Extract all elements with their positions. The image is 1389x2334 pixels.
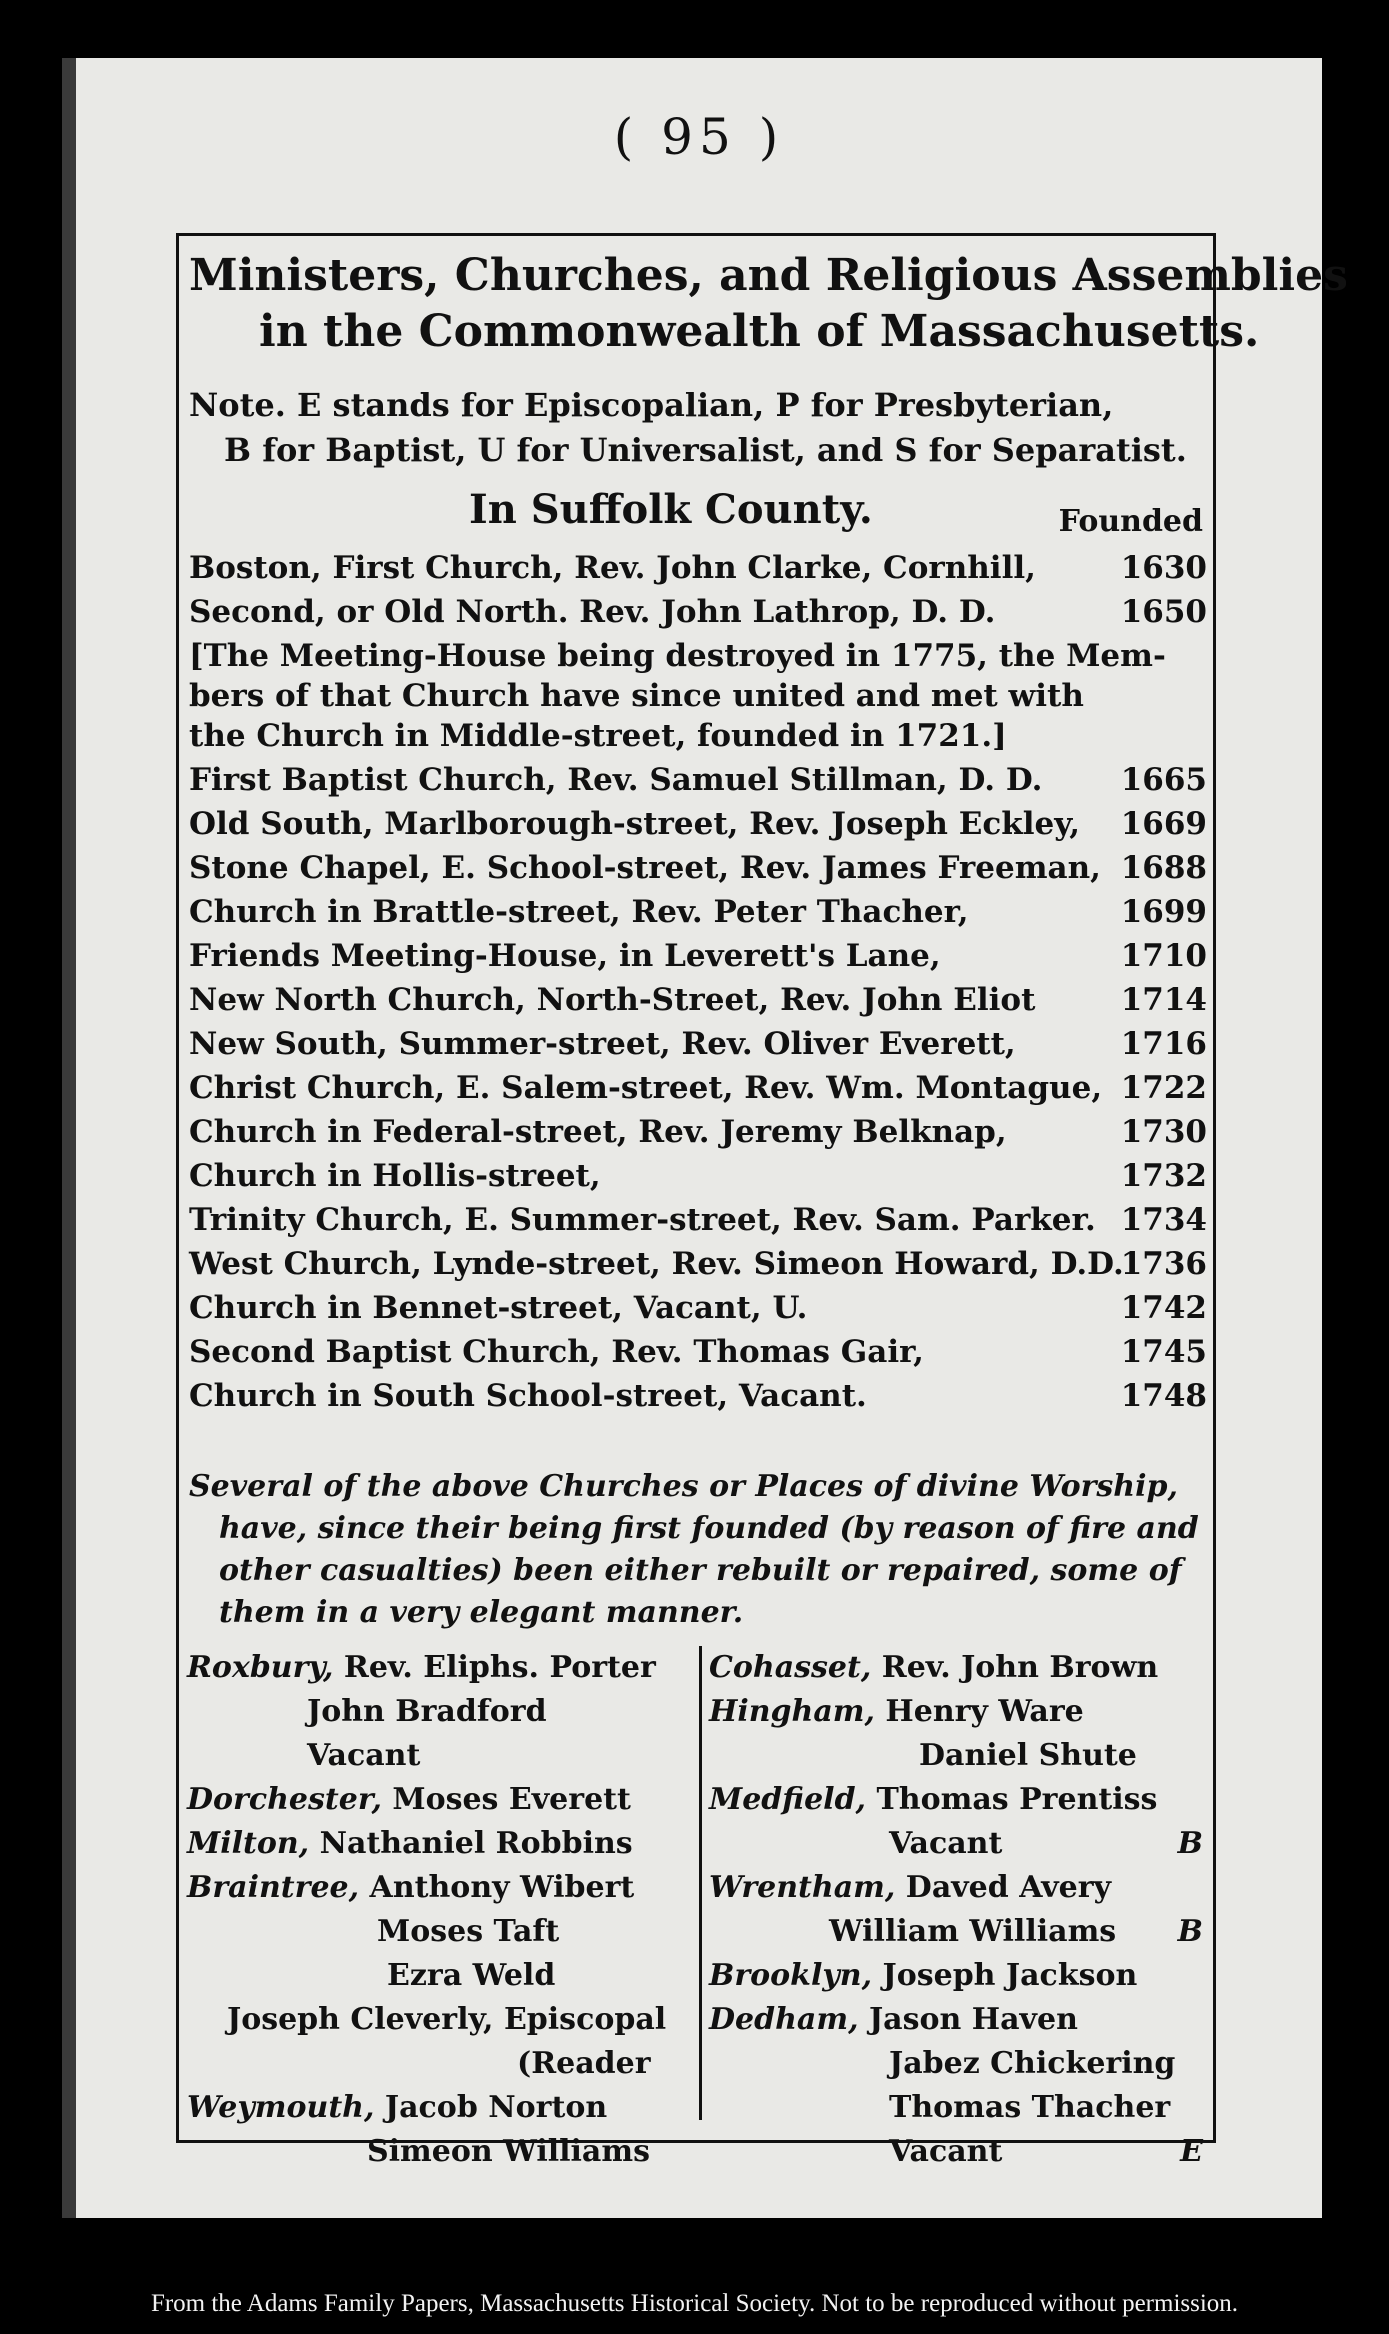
church-entry-text: Friends Meeting-House, in Leverett's Lane, xyxy=(189,938,941,974)
minister-name: Jabez Chickering xyxy=(889,2046,1176,2081)
minister-name: Thomas Prentiss xyxy=(876,1782,1158,1817)
town-name: Milton, xyxy=(187,1826,310,1861)
church-entry xyxy=(179,1154,1213,1198)
town-minister-row xyxy=(709,1734,1209,1778)
church-entry xyxy=(179,1330,1213,1374)
church-entry-text: Trinity Church, E. Summer-street, Rev. Sam. Parker. xyxy=(189,1202,1096,1238)
town-name: Weymouth, xyxy=(187,2090,375,2125)
church-entry-text: Second, or Old North. Rev. John Lathrop, D. D. xyxy=(189,594,996,630)
minister-name: Joseph Jackson xyxy=(882,1958,1138,1993)
minister-name: Jason Haven xyxy=(868,2002,1078,2037)
church-entry xyxy=(179,1066,1213,1110)
title-line-2: in the Commonwealth of Massachusetts. xyxy=(259,306,1260,357)
minister-name: Daved Avery xyxy=(905,1870,1112,1905)
founded-year: 1630 xyxy=(1120,550,1207,586)
remark-line: have, since their being first founded (by reason of fire and xyxy=(219,1511,1199,1546)
denomination-mark: B xyxy=(1177,1826,1203,1861)
minister-name: (Reader xyxy=(517,2046,651,2081)
church-entry xyxy=(179,1022,1213,1066)
church-entry-text: Second Baptist Church, Rev. Thomas Gair, xyxy=(189,1334,924,1370)
remark-paragraph xyxy=(189,1466,1203,1634)
content-frame xyxy=(176,233,1348,2169)
remark-line: other casualties) been either rebuilt or repaired, some of xyxy=(219,1553,1182,1588)
minister-name: Nathaniel Robbins xyxy=(319,1826,633,1861)
town-name: Dedham, xyxy=(709,2002,859,2037)
church-entry xyxy=(179,758,1213,802)
town-minister-row xyxy=(187,1690,697,1734)
document-page xyxy=(62,58,1348,2218)
founded-year: 1714 xyxy=(1120,982,1207,1018)
founded-year: 1745 xyxy=(1120,1334,1207,1370)
remark-line: them in a very elegant manner. xyxy=(219,1595,744,1630)
town-minister-row xyxy=(709,2130,1209,2174)
town-name: Wrentham, xyxy=(709,1870,896,1905)
denomination-mark: E xyxy=(1180,2134,1203,2169)
church-entry xyxy=(179,802,1213,846)
column-divider xyxy=(699,1646,702,2120)
copyright-footer: From the Adams Family Papers, Massachusetts Historical Society. Not to be reproduced without permission. xyxy=(150,2290,1239,2317)
town-minister-row xyxy=(187,1954,697,1998)
towns-section xyxy=(179,1646,1213,2169)
town-minister-row xyxy=(709,1646,1209,1690)
county-heading: In Suffolk County. xyxy=(469,486,873,533)
founded-year: 1650 xyxy=(1120,594,1207,630)
church-entry-text: Church in Federal-street, Rev. Jeremy Belknap, xyxy=(189,1114,1007,1150)
minister-name: Vacant xyxy=(889,2134,1003,2169)
town-minister-row xyxy=(187,2130,697,2174)
church-entry-text: Stone Chapel, E. School-street, Rev. James Freeman, xyxy=(189,850,1101,886)
note-line-1: Note. E stands for Episcopalian, P for Presbyterian, xyxy=(189,386,1114,424)
bracket-note: [The Meeting-House being destroyed in 1775, the Mem- bers of that Church have since united and met with the Church in Middle-street, founded in 1721.] xyxy=(189,638,1166,754)
town-minister-row xyxy=(709,1998,1209,2042)
founded-year: 1710 xyxy=(1120,938,1207,974)
town-name: Dorchester, xyxy=(187,1782,382,1817)
church-list xyxy=(179,546,1213,1418)
town-minister-row xyxy=(187,1910,697,1954)
town-minister-row xyxy=(187,2086,697,2130)
founded-header: Founded xyxy=(1058,504,1203,539)
minister-name: Henry Ware xyxy=(885,1694,1084,1729)
founded-year: 1716 xyxy=(1120,1026,1207,1062)
church-entry-text: Old South, Marlborough-street, Rev. Joseph Eckley, xyxy=(189,806,1081,842)
town-minister-row xyxy=(709,1822,1209,1866)
minister-name: Jacob Norton xyxy=(384,2090,608,2125)
founded-year: 1688 xyxy=(1120,850,1207,886)
minister-name: Rev. Eliphs. Porter xyxy=(343,1650,656,1685)
town-minister-row xyxy=(709,1690,1209,1734)
church-entry xyxy=(179,546,1213,590)
minister-name: Ezra Weld xyxy=(387,1958,556,1993)
town-minister-row xyxy=(709,1954,1209,1998)
church-entry xyxy=(179,1286,1213,1330)
minister-name: Daniel Shute xyxy=(919,1738,1137,1773)
founded-year: 1722 xyxy=(1120,1070,1207,1106)
town-minister-row xyxy=(709,2086,1209,2130)
denomination-mark: B xyxy=(1177,1914,1203,1949)
church-entry-text: Church in Hollis-street, xyxy=(189,1158,601,1194)
town-name: Hingham, xyxy=(709,1694,875,1729)
church-entry xyxy=(179,890,1213,934)
town-minister-row xyxy=(709,2042,1209,2086)
church-entry xyxy=(179,934,1213,978)
town-name: Roxbury, xyxy=(187,1650,334,1685)
founded-year: 1665 xyxy=(1120,762,1207,798)
minister-name: John Bradford xyxy=(307,1694,547,1729)
minister-name: William Williams xyxy=(829,1914,1117,1949)
town-name: Brooklyn, xyxy=(709,1958,873,1993)
town-minister-row xyxy=(709,1778,1209,1822)
minister-name: Thomas Thacher xyxy=(889,2090,1171,2125)
church-entry xyxy=(179,1198,1213,1242)
minister-name: Joseph Cleverly, Episcopal xyxy=(227,2002,667,2037)
church-entry xyxy=(179,846,1213,890)
founded-year: 1699 xyxy=(1120,894,1207,930)
church-entry-text: Church in Brattle-street, Rev. Peter Thacher, xyxy=(189,894,969,930)
church-entry-text: Christ Church, E. Salem-street, Rev. Wm. Montague, xyxy=(189,1070,1103,1106)
town-minister-row xyxy=(709,1910,1209,1954)
town-minister-row xyxy=(709,1866,1209,1910)
founded-year: 1732 xyxy=(1120,1158,1207,1194)
town-minister-row xyxy=(187,1734,697,1778)
town-name: Cohasset, xyxy=(709,1650,872,1685)
church-entry xyxy=(179,978,1213,1022)
towns-right-column xyxy=(709,1646,1209,2174)
minister-name: Simeon Williams xyxy=(367,2134,650,2169)
town-name: Braintree, xyxy=(187,1870,360,1905)
town-minister-row xyxy=(187,1778,697,1822)
church-entry-text: Boston, First Church, Rev. John Clarke, Cornhill, xyxy=(189,550,1036,586)
note-line-2: B for Baptist, U for Universalist, and S for Separatist. xyxy=(224,431,1187,469)
minister-name: Vacant xyxy=(889,1826,1003,1861)
church-entry-text: West Church, Lynde-street, Rev. Simeon Howard, D.D. xyxy=(189,1246,1124,1282)
town-minister-row xyxy=(187,1646,697,1690)
founded-year: 1730 xyxy=(1120,1114,1207,1150)
town-minister-row xyxy=(187,2042,697,2086)
founded-year: 1734 xyxy=(1120,1202,1207,1238)
founded-year: 1669 xyxy=(1120,806,1207,842)
founded-year: 1742 xyxy=(1120,1290,1207,1326)
remark-line: Several of the above Churches or Places of divine Worship, xyxy=(189,1469,1178,1504)
church-entry-text: Church in Bennet-street, Vacant, U. xyxy=(189,1290,808,1326)
church-entry xyxy=(179,1110,1213,1154)
minister-name: Vacant xyxy=(307,1738,421,1773)
town-minister-row xyxy=(187,1822,697,1866)
minister-name: Moses Everett xyxy=(392,1782,631,1817)
church-entry xyxy=(179,1242,1213,1286)
town-minister-row xyxy=(187,1866,697,1910)
minister-name: Anthony Wibert xyxy=(369,1870,635,1905)
church-entry-text: Church in South School-street, Vacant. xyxy=(189,1378,867,1414)
founded-year: 1748 xyxy=(1120,1378,1207,1414)
church-entry-text: New North Church, North-Street, Rev. John Eliot xyxy=(189,982,1036,1018)
minister-name: Rev. John Brown xyxy=(881,1650,1159,1685)
page-number: ( 95 ) xyxy=(613,108,785,166)
church-entry xyxy=(179,1374,1213,1418)
church-entry xyxy=(179,590,1213,634)
church-entry-text: First Baptist Church, Rev. Samuel Stillman, D. D. xyxy=(189,762,1043,798)
founded-year: 1736 xyxy=(1120,1246,1207,1282)
church-entry-text: New South, Summer-street, Rev. Oliver Everett, xyxy=(189,1026,1016,1062)
town-name: Medfield, xyxy=(709,1782,866,1817)
town-minister-row xyxy=(187,1998,697,2042)
minister-name: Moses Taft xyxy=(377,1914,560,1949)
towns-left-column xyxy=(187,1646,697,2174)
title-line-1: Ministers, Churches, and Religious Assemblies xyxy=(189,250,1348,301)
